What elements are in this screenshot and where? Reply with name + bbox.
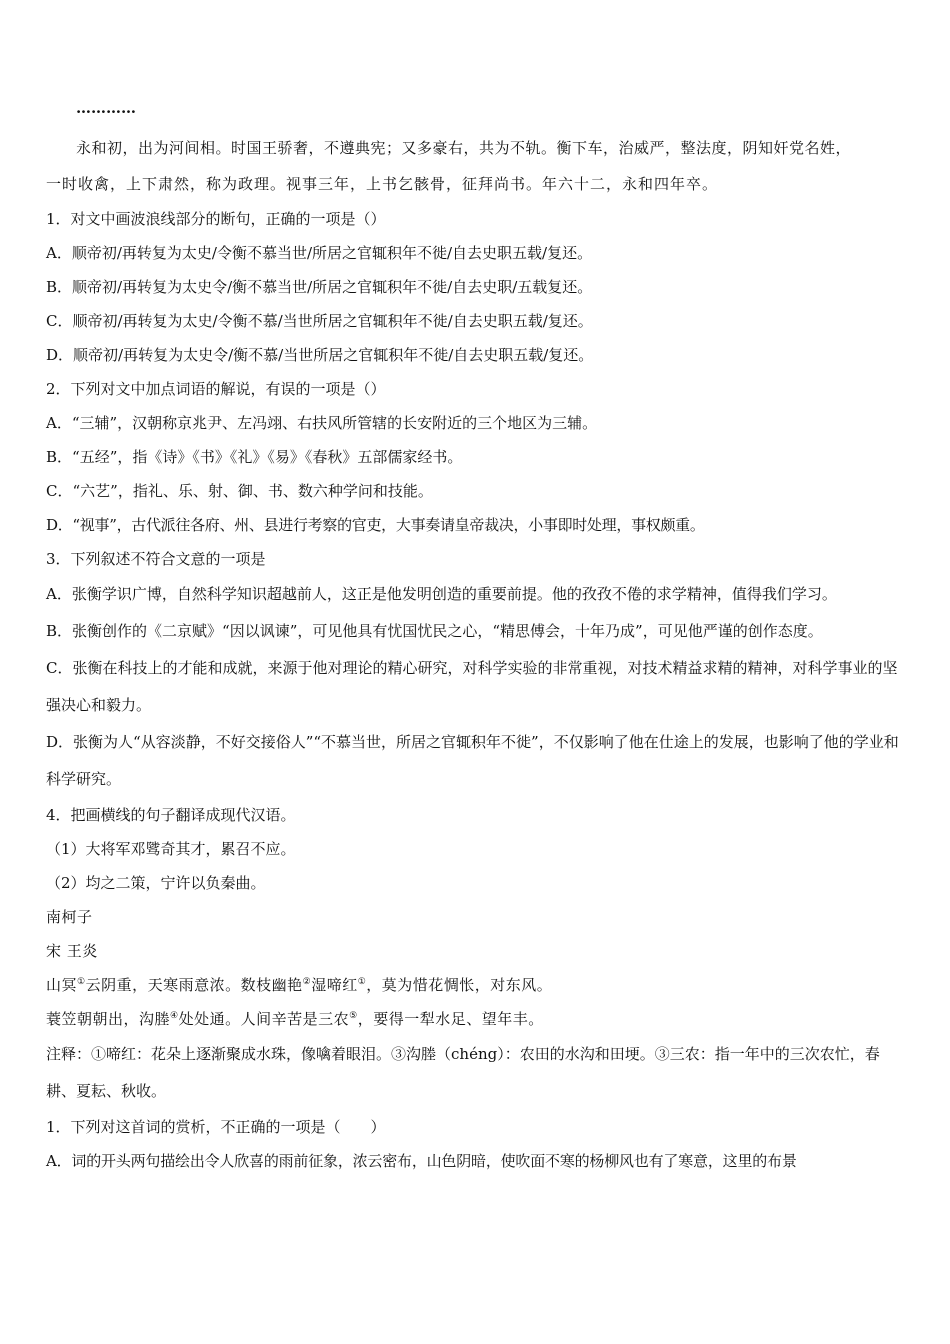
poem-author: 宋 王炎 — [46, 942, 98, 960]
q2-option-d: D．“视事”，古代派往各府、州、县进行考察的官吏，大事奏请皇帝裁决，小事即时处理，事权颇重。 — [46, 516, 705, 534]
q1-option-d: D．顺帝初/再转复为太史令/衡不慕/当世所居之官辄积年不徙/自去史职五载/复还。 — [46, 346, 594, 364]
poem-title: 南柯子 — [46, 908, 93, 926]
poem-q1-option-a: A．词的开头两句描绘出令人欣喜的雨前征象，浓云密布，山色阴暗，使吹面不寒的杨柳风也有了寒意，这里的布景 — [46, 1152, 797, 1170]
q3-stem: 3．下列叙述不符合文意的一项是 — [46, 550, 266, 568]
poem-line-1: 山冥①云阴重，天寒雨意浓。数枝幽艳②湿啼红①，莫为惜花惆怅，对东风。 — [46, 976, 553, 994]
q4-stem: 4．把画横线的句子翻译成现代汉语。 — [46, 806, 296, 824]
q1-stem: 1．对文中画波浪线部分的断句，正确的一项是（） — [46, 210, 386, 228]
q4-item-1: （1）大将军邓骘奇其才，累召不应。 — [46, 840, 296, 858]
footnote-mark: ② — [302, 977, 312, 987]
q4-item-2: （2）均之二策，宁许以负秦曲。 — [46, 874, 266, 892]
passage-line-1: 永和初，出为河间相。时国王骄奢，不遵典宪；又多豪右，共为不轨。衡下车，治威严，整法度，阴知奸党名姓， — [76, 139, 852, 157]
footnote-mark: ① — [357, 977, 367, 987]
poem-q1-stem: 1．下列对这首词的赏析，不正确的一项是（ ） — [46, 1118, 386, 1136]
q2-option-b: B．“五经”，指《诗》《书》《礼》《易》《春秋》五部儒家经书。 — [46, 448, 463, 466]
q2-option-c: C．“六艺”，指礼、乐、射、御、书、数六种学问和技能。 — [46, 482, 433, 500]
q3-option-d: D．张衡为人“从容淡静，不好交接俗人”“不慕当世，所居之官辄积年不徙”，不仅影响了他在仕途上的发展，也影响了他的学业和科学研究。 — [46, 733, 899, 788]
footnote-mark: ④ — [170, 1011, 179, 1021]
q1-option-a: A．顺帝初/再转复为太史/令衡不慕当世/所居之官辄积年不徙/自去史职五载/复还。 — [46, 244, 593, 262]
document-page — [46, 96, 908, 1178]
q3-option-c: C．张衡在科技上的才能和成就，来源于他对理论的精心研究，对科学实验的非常重视，对技术精益求精的精神，对科学事业的坚强决心和毅力。 — [46, 659, 898, 714]
ellipsis: ………… — [76, 99, 136, 117]
footnote-mark: ⑤ — [349, 1011, 358, 1021]
passage-line-2: 一时收禽，上下肃然，称为政理。视事三年，上书乞骸骨，征拜尚书。年六十二，永和四年卒。 — [46, 175, 719, 193]
q3-option-a: A．张衡学识广博，自然科学知识超越前人，这正是他发明创造的重要前提。他的孜孜不倦的求学精神，值得我们学习。 — [46, 585, 837, 603]
poem-line-2: 蓑笠朝朝出，沟塍④处处通。人间辛苦是三农⑤，要得一犁水足、望年丰。 — [46, 1010, 544, 1028]
poem-notes: 注释：①啼红：花朵上逐渐聚成水珠，像噙着眼泪。③沟塍（chéng）：农田的水沟和田埂。③三农：指一年中的三次农忙，春耕、夏耘、秋收。 — [46, 1045, 880, 1100]
q3-option-b: B．张衡创作的《二京赋》“因以讽谏”，可见他具有忧国忧民之心，“精思傅会，十年乃成”，可见他严谨的创作态度。 — [46, 622, 823, 640]
footnote-mark: ① — [77, 977, 86, 987]
q2-option-a: A．“三辅”，汉朝称京兆尹、左冯翊、右扶风所管辖的长安附近的三个地区为三辅。 — [46, 414, 598, 432]
q1-option-b: B．顺帝初/再转复为太史令/衡不慕当世/所居之官辄积年不徙/自去史职/五载复还。 — [46, 278, 593, 296]
q1-option-c: C．顺帝初/再转复为太史/令衡不慕/当世所居之官辄积年不徙/自去史职五载/复还。 — [46, 312, 593, 330]
q2-stem: 2．下列对文中加点词语的解说，有误的一项是（） — [46, 380, 386, 398]
